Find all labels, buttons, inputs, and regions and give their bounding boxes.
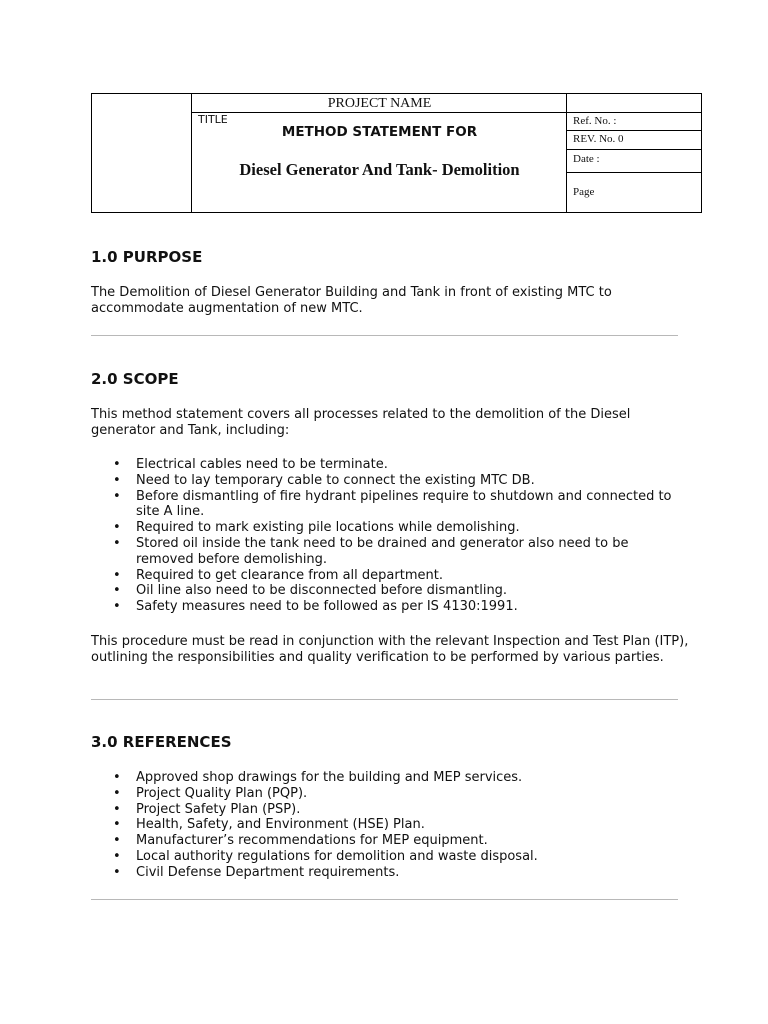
header-divider xyxy=(566,130,701,131)
list-item: • Required to mark existing pile locations while demolishing. xyxy=(91,520,681,536)
header-divider xyxy=(566,172,701,173)
rev-no-label: REV. No. 0 xyxy=(573,133,624,145)
ref-no-label: Ref. No. : xyxy=(573,115,617,127)
scope-heading: 2.0 SCOPE xyxy=(91,370,179,388)
list-item: • Stored oil inside the tank need to be drained and generator also need to be removed before demolishing. xyxy=(91,536,681,568)
list-item: • Manufacturer’s recommendations for MEP equipment. xyxy=(91,833,681,849)
title-label: TITLE xyxy=(198,113,228,126)
list-item: • Electrical cables need to be terminate. xyxy=(91,457,681,473)
header-divider xyxy=(566,149,701,150)
list-item: • Before dismantling of fire hydrant pipelines require to shutdown and connected to site A line. xyxy=(91,489,681,521)
scope-intro: This method statement covers all processes related to the demolition of the Diesel generator and Tank, including: xyxy=(91,407,631,438)
list-item: • Project Safety Plan (PSP). xyxy=(91,802,681,818)
page-label: Page xyxy=(573,186,595,198)
references-heading: 3.0 REFERENCES xyxy=(91,733,232,751)
list-item: • Required to get clearance from all department. xyxy=(91,568,681,584)
method-statement-for: METHOD STATEMENT FOR xyxy=(281,124,478,140)
document-title: Diesel Generator And Tank- Demolition xyxy=(239,160,520,179)
scope-closing: This procedure must be read in conjunction with the relevant Inspection and Test Plan (ITP), outlining the responsibilities and quality verification to be performed by various parties. xyxy=(91,634,689,665)
section-divider xyxy=(91,699,678,700)
list-item: • Health, Safety, and Environment (HSE) Plan. xyxy=(91,817,681,833)
section-divider xyxy=(91,899,678,900)
list-item: • Safety measures need to be followed as per IS 4130:1991. xyxy=(91,599,681,615)
section-divider xyxy=(91,335,678,336)
project-name: PROJECT NAME xyxy=(327,96,432,111)
document-header-table xyxy=(91,93,702,213)
purpose-text: The Demolition of Diesel Generator Building and Tank in front of existing MTC to accommodate augmentation of new MTC. xyxy=(91,285,612,316)
list-item: • Oil line also need to be disconnected before dismantling. xyxy=(91,583,681,599)
list-item: • Approved shop drawings for the building and MEP services. xyxy=(91,770,681,786)
list-item: • Project Quality Plan (PQP). xyxy=(91,786,681,802)
scope-list xyxy=(91,457,681,615)
list-item: • Local authority regulations for demolition and waste disposal. xyxy=(91,849,681,865)
date-label: Date : xyxy=(573,153,600,165)
list-item: • Need to lay temporary cable to connect the existing MTC DB. xyxy=(91,473,681,489)
list-item: • Civil Defense Department requirements. xyxy=(91,865,681,881)
references-list xyxy=(91,770,681,881)
purpose-heading: 1.0 PURPOSE xyxy=(91,248,203,266)
